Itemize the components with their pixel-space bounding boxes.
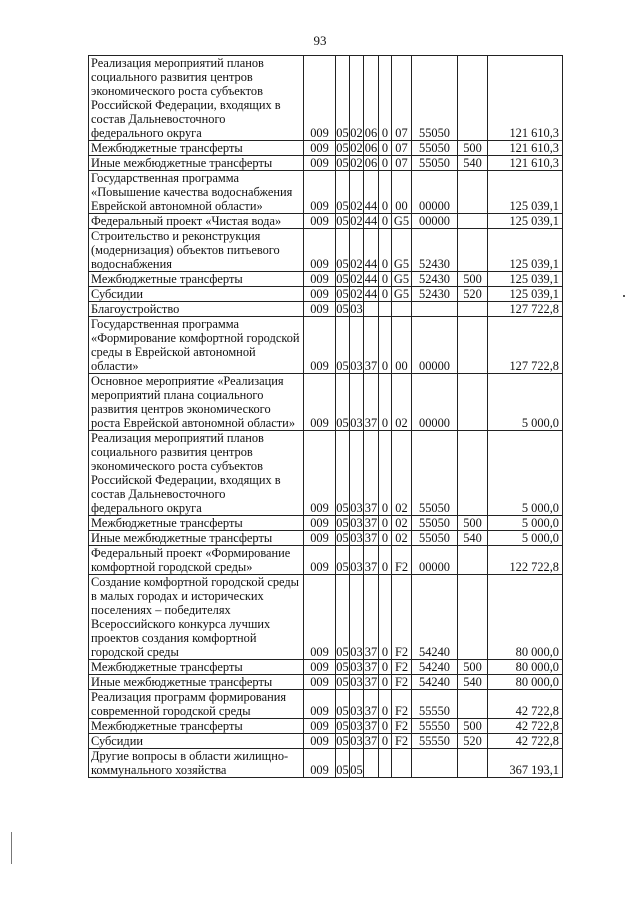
subsection-code: 02 (350, 171, 364, 214)
direction-code: 02 (392, 531, 412, 546)
amount: 125 039,1 (488, 229, 563, 272)
direction-code (392, 302, 412, 317)
row-name: Межбюджетные трансферты (89, 141, 304, 156)
table-row (89, 141, 563, 156)
ministry-code: 009 (304, 546, 336, 575)
row-name: Федеральный проект «Чистая вода» (89, 214, 304, 229)
section-code: 05 (336, 660, 349, 674)
row-name: Строительство и реконструкция (модернизация) объектов питьевого водоснабжения (89, 229, 304, 272)
subsection-code: 03 (350, 531, 363, 545)
section-code: 05 (336, 374, 350, 431)
expense-type: 500 (458, 719, 488, 734)
section-code: 05 (336, 516, 349, 530)
row-name: Государственная программа «Повышение качества водоснабжения Еврейской автономной области» (89, 171, 304, 214)
amount: 42 722,8 (488, 734, 563, 749)
table-row (89, 317, 563, 374)
amount: 121 610,3 (488, 56, 563, 141)
section-code: 05 (336, 719, 349, 733)
amount: 42 722,8 (488, 719, 563, 734)
program-code: 37 (364, 575, 379, 660)
program-code: 06 (364, 56, 379, 141)
ministry-code: 009 (304, 516, 336, 531)
program-code: 37 (364, 734, 378, 748)
amount: 125 039,1 (488, 214, 563, 229)
subsection-code: 02 (350, 287, 363, 301)
row-name: Другие вопросы в области жилищно-коммунального хозяйства (89, 749, 304, 778)
row-name: Государственная программа «Формирование комфортной городской среды в Еврейской автономной области» (89, 317, 304, 374)
direction-code: 02 (392, 374, 412, 431)
subprogram-code: 0 (379, 287, 392, 302)
subsection-code: 02 (350, 229, 364, 272)
expense-type: 500 (458, 660, 488, 675)
subprogram-code: 0 (379, 56, 392, 141)
expense-type (458, 546, 488, 575)
row-name: Федеральный проект «Формирование комфортной городской среды» (89, 546, 304, 575)
expense-code: 52430 (412, 272, 458, 287)
table-row (89, 214, 563, 229)
section-code: 05 (336, 690, 350, 719)
budget-table (88, 55, 563, 778)
table-row (89, 690, 563, 719)
table-row (89, 531, 563, 546)
ministry-code: 009 (304, 531, 336, 546)
row-name: Субсидии (89, 287, 304, 302)
amount: 80 000,0 (488, 660, 563, 675)
ministry-code: 009 (304, 317, 336, 374)
table-row (89, 374, 563, 431)
expense-type (458, 214, 488, 229)
ministry-code: 009 (304, 719, 336, 734)
amount: 5 000,0 (488, 531, 563, 546)
table-row (89, 287, 563, 302)
subprogram-code (379, 302, 392, 317)
direction-code: 02 (392, 516, 412, 531)
subprogram-code: 0 (379, 734, 392, 749)
expense-type (458, 374, 488, 431)
expense-code: 55050 (412, 156, 458, 171)
subprogram-code (379, 749, 392, 778)
row-name: Межбюджетные трансферты (89, 660, 304, 675)
row-name: Реализация программ формирования современной городской среды (89, 690, 304, 719)
subprogram-code: 0 (379, 675, 392, 690)
expense-type (458, 317, 488, 374)
direction-code: 02 (392, 431, 412, 516)
expense-code: 52430 (412, 287, 458, 302)
direction-code: F2 (392, 675, 412, 690)
direction-code: 07 (392, 141, 412, 156)
amount: 125 039,1 (488, 287, 563, 302)
program-code: 37 (364, 431, 379, 516)
expense-type: 520 (458, 734, 488, 749)
program-code: 06 (364, 141, 378, 155)
direction-code: 07 (392, 156, 412, 171)
subsection-code: 05 (350, 749, 364, 778)
direction-code: 00 (392, 317, 412, 374)
row-name: Межбюджетные трансферты (89, 516, 304, 531)
expense-code: 00000 (412, 317, 458, 374)
row-name: Благоустройство (89, 302, 304, 317)
table-row (89, 431, 563, 516)
section-code: 05 (336, 56, 350, 141)
expense-code: 55050 (412, 516, 458, 531)
direction-code: 07 (392, 56, 412, 141)
program-code: 44 (364, 171, 379, 214)
table-row (89, 719, 563, 734)
table-row (89, 575, 563, 660)
section-code: 05 (336, 141, 349, 155)
ministry-code: 009 (304, 690, 336, 719)
ministry-code: 009 (304, 56, 336, 141)
expense-code: 00000 (412, 214, 458, 229)
expense-type (458, 575, 488, 660)
row-name: Реализация мероприятий планов социального развития центров экономического роста субъектов Российской Федерации, входящих в состав Дальневосточного федерального округа (89, 431, 304, 516)
section-code: 05 (336, 531, 349, 545)
expense-type (458, 229, 488, 272)
program-code: 37 (364, 719, 378, 733)
amount: 42 722,8 (488, 690, 563, 719)
subprogram-code: 0 (379, 575, 392, 660)
program-code: 37 (364, 660, 378, 674)
expense-code: 55050 (412, 141, 458, 156)
subsection-code: 03 (350, 317, 364, 374)
subprogram-code: 0 (379, 171, 392, 214)
expense-code: 54240 (412, 660, 458, 675)
amount: 127 722,8 (488, 302, 563, 317)
subsection-code: 02 (350, 56, 364, 141)
expense-code: 54240 (412, 575, 458, 660)
program-code: 37 (364, 374, 379, 431)
subsection-code: 02 (350, 156, 363, 170)
direction-code: G5 (392, 287, 412, 302)
amount: 122 722,8 (488, 546, 563, 575)
direction-code: 00 (392, 171, 412, 214)
expense-code: 00000 (412, 546, 458, 575)
section-code: 05 (336, 317, 350, 374)
program-code: 44 (364, 229, 379, 272)
subsection-code: 03 (350, 719, 363, 733)
subsection-code: 03 (350, 675, 363, 689)
expense-code: 55550 (412, 690, 458, 719)
expense-code: 00000 (412, 374, 458, 431)
direction-code: G5 (392, 272, 412, 287)
program-code: 44 (364, 214, 378, 228)
program-code (364, 302, 379, 317)
ministry-code: 009 (304, 156, 336, 171)
subprogram-code: 0 (379, 317, 392, 374)
row-name: Межбюджетные трансферты (89, 719, 304, 734)
expense-type (458, 431, 488, 516)
subprogram-code: 0 (379, 546, 392, 575)
amount: 80 000,0 (488, 575, 563, 660)
scan-edge-mark (11, 832, 12, 864)
table-row (89, 302, 563, 317)
amount: 125 039,1 (488, 171, 563, 214)
subsection-code: 03 (350, 302, 363, 316)
section-code: 05 (336, 171, 350, 214)
subprogram-code: 0 (379, 272, 392, 287)
table-row (89, 171, 563, 214)
program-code (364, 749, 379, 778)
subprogram-code: 0 (379, 374, 392, 431)
section-code: 05 (336, 734, 349, 748)
direction-code: G5 (392, 214, 412, 229)
expense-type (458, 56, 488, 141)
amount: 80 000,0 (488, 675, 563, 690)
subsection-code: 03 (350, 660, 363, 674)
scan-speck (623, 295, 625, 297)
subprogram-code: 0 (379, 719, 392, 734)
table-row (89, 734, 563, 749)
amount: 125 039,1 (488, 272, 563, 287)
row-name: Основное мероприятие «Реализация мероприятий плана социального развития центров экономического роста Еврейской автономной области» (89, 374, 304, 431)
table-row (89, 229, 563, 272)
ministry-code: 009 (304, 431, 336, 516)
amount: 121 610,3 (488, 141, 563, 156)
expense-type: 500 (458, 272, 488, 287)
amount: 127 722,8 (488, 317, 563, 374)
ministry-code: 009 (304, 287, 336, 302)
expense-type: 540 (458, 156, 488, 171)
subsection-code: 02 (350, 141, 363, 155)
subprogram-code: 0 (379, 156, 392, 171)
subprogram-code: 0 (379, 690, 392, 719)
amount: 5 000,0 (488, 374, 563, 431)
program-code: 44 (364, 272, 378, 286)
direction-code: F2 (392, 660, 412, 675)
ministry-code: 009 (304, 660, 336, 675)
expense-code: 55050 (412, 56, 458, 141)
page-number: 93 (313, 33, 327, 48)
subsection-code: 03 (350, 734, 363, 748)
table-row (89, 516, 563, 531)
direction-code (392, 749, 412, 778)
expense-code: 55550 (412, 734, 458, 749)
program-code: 37 (364, 531, 378, 545)
section-code: 05 (336, 287, 349, 301)
ministry-code: 009 (304, 229, 336, 272)
table-row (89, 749, 563, 778)
expense-type: 540 (458, 531, 488, 546)
section-code: 05 (336, 431, 350, 516)
ministry-code: 009 (304, 214, 336, 229)
table-row (89, 156, 563, 171)
expense-type (458, 749, 488, 778)
ministry-code: 009 (304, 675, 336, 690)
subsection-code: 03 (350, 575, 364, 660)
table-row (89, 546, 563, 575)
row-name: Иные межбюджетные трансферты (89, 531, 304, 546)
section-code: 05 (336, 156, 349, 170)
ministry-code: 009 (304, 374, 336, 431)
subsection-code: 03 (350, 374, 364, 431)
subprogram-code: 0 (379, 516, 392, 531)
subprogram-code: 0 (379, 214, 392, 229)
row-name: Реализация мероприятий планов социального развития центров экономического роста субъектов Российской Федерации, входящих в состав Дальневосточного федерального округа (89, 56, 304, 141)
subprogram-code: 0 (379, 531, 392, 546)
expense-code: 00000 (412, 171, 458, 214)
subprogram-code: 0 (379, 660, 392, 675)
ministry-code: 009 (304, 302, 336, 317)
subprogram-code: 0 (379, 431, 392, 516)
ministry-code: 009 (304, 749, 336, 778)
table-row (89, 660, 563, 675)
subprogram-code: 0 (379, 229, 392, 272)
amount: 5 000,0 (488, 431, 563, 516)
direction-code: F2 (392, 546, 412, 575)
subsection-code: 02 (350, 214, 363, 228)
expense-code: 52430 (412, 229, 458, 272)
subsection-code: 03 (350, 431, 364, 516)
section-code: 05 (336, 302, 349, 316)
program-code: 37 (364, 516, 378, 530)
ministry-code: 009 (304, 575, 336, 660)
amount: 5 000,0 (488, 516, 563, 531)
program-code: 37 (364, 546, 379, 575)
direction-code: F2 (392, 690, 412, 719)
table-row (89, 272, 563, 287)
ministry-code: 009 (304, 272, 336, 287)
program-code: 37 (364, 675, 378, 689)
subsection-code: 02 (350, 272, 363, 286)
expense-type: 520 (458, 287, 488, 302)
row-name: Иные межбюджетные трансферты (89, 675, 304, 690)
expense-code (412, 749, 458, 778)
expense-code: 55050 (412, 531, 458, 546)
section-code: 05 (336, 575, 350, 660)
expense-type (458, 171, 488, 214)
expense-code (412, 302, 458, 317)
expense-type (458, 690, 488, 719)
section-code: 05 (336, 675, 349, 689)
ministry-code: 009 (304, 734, 336, 749)
expense-type: 500 (458, 516, 488, 531)
program-code: 06 (364, 156, 378, 170)
amount: 121 610,3 (488, 156, 563, 171)
expense-type: 500 (458, 141, 488, 156)
table-row (89, 56, 563, 141)
direction-code: F2 (392, 575, 412, 660)
program-code: 37 (364, 317, 379, 374)
table-row (89, 675, 563, 690)
ministry-code: 009 (304, 141, 336, 156)
section-code: 05 (336, 546, 350, 575)
amount: 367 193,1 (488, 749, 563, 778)
subsection-code: 03 (350, 546, 364, 575)
expense-type: 540 (458, 675, 488, 690)
subprogram-code: 0 (379, 141, 392, 156)
expense-type (458, 302, 488, 317)
subsection-code: 03 (350, 516, 363, 530)
section-code: 05 (336, 749, 350, 778)
direction-code: G5 (392, 229, 412, 272)
direction-code: F2 (392, 719, 412, 734)
section-code: 05 (336, 229, 350, 272)
expense-code: 55550 (412, 719, 458, 734)
row-name: Межбюджетные трансферты (89, 272, 304, 287)
subsection-code: 03 (350, 690, 364, 719)
expense-code: 54240 (412, 675, 458, 690)
program-code: 44 (364, 287, 378, 301)
section-code: 05 (336, 214, 349, 228)
direction-code: F2 (392, 734, 412, 749)
expense-code: 55050 (412, 431, 458, 516)
row-name: Иные межбюджетные трансферты (89, 156, 304, 171)
row-name: Субсидии (89, 734, 304, 749)
section-code: 05 (336, 272, 349, 286)
row-name: Создание комфортной городской среды в малых городах и исторических поселениях – победителях Всероссийского конкурса лучших проектов создания комфортной городской среды (89, 575, 304, 660)
program-code: 37 (364, 690, 379, 719)
ministry-code: 009 (304, 171, 336, 214)
